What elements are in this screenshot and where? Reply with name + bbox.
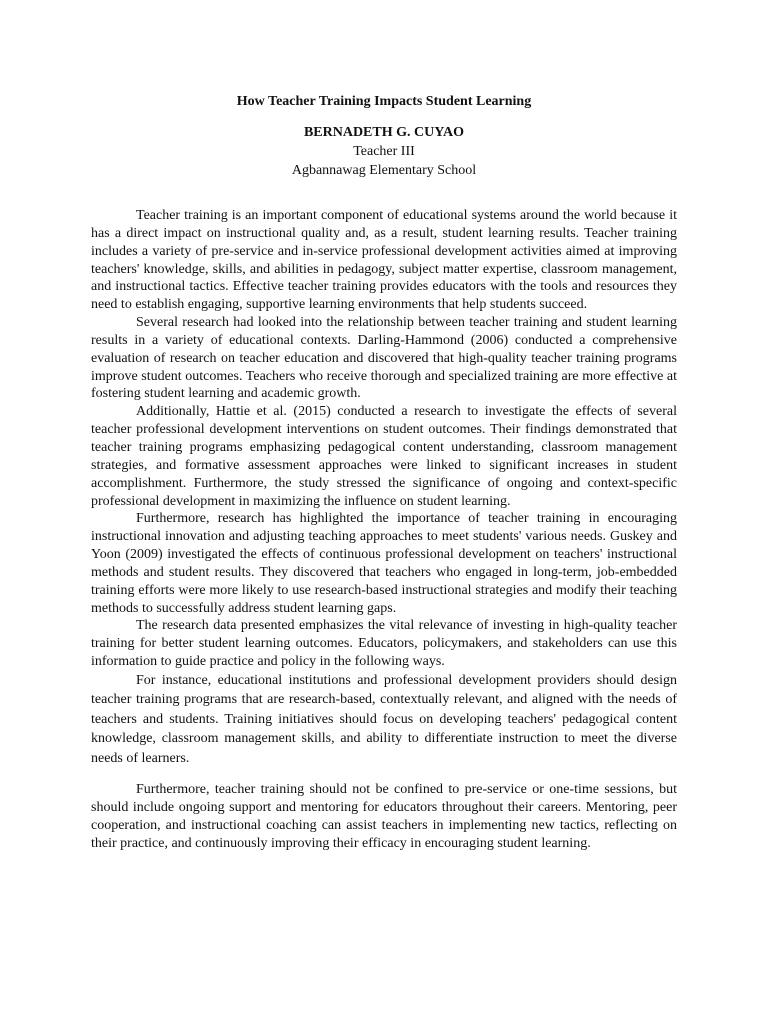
author-school: Agbannawag Elementary School bbox=[291, 163, 477, 178]
paragraph-7: Furthermore, teacher training should not be confined to pre-service or one-time sessions, but should include ongoing support and mentoring for educators throughout their careers. Mentoring, peer cooperation, and instructional coaching can assist teachers in implementing new tactics, reflecting on their practice, and continuously improving their efficacy in encouraging student learning. bbox=[91, 782, 677, 851]
document-body bbox=[91, 207, 677, 853]
paragraph-2: Several research had looked into the relationship between teacher training and student learning results in a variety of educational contexts. Darling-Hammond (2006) conducted a comprehensive evaluation of research on teacher education and discovered that high-quality teacher training programs improve student outcomes. Teachers who receive thorough and specialized training are more effective at fostering student learning and academic growth. bbox=[91, 315, 677, 402]
paragraph-6: For instance, educational institutions and professional development providers should design teacher training programs that are research-based, contextually relevant, and aligned with the needs of teachers and students. Training initiatives should focus on developing teachers' pedagogical content knowledge, classroom management skills, and ability to differentiate instruction to meet the diverse needs of learners. bbox=[91, 672, 677, 766]
document-page bbox=[91, 93, 677, 853]
document-title: How Teacher Training Impacts Student Learning bbox=[236, 94, 532, 109]
author-name: BERNADETH G. CUYAO bbox=[303, 125, 465, 140]
author-position: Teacher III bbox=[353, 144, 415, 159]
author-block bbox=[91, 123, 677, 180]
paragraph-1: Teacher training is an important component of educational systems around the world because it has a direct impact on instructional quality and, as a result, student learning results. Teacher training includes a variety of pre-service and in-service professional development activities aimed at improving teachers' knowledge, skills, and abilities in pedagogy, subject matter expertise, classroom management, and instructional tactics. Effective teacher training provides educators with the tools and resources they need to establish engaging, supportive learning environments that help students succeed. bbox=[91, 208, 677, 313]
paragraph-4: Furthermore, research has highlighted the importance of teacher training in encouraging instructional innovation and adjusting teaching approaches to meet students' various needs. Guskey and Yoon (2009) investigated the effects of continuous professional development on teachers' instructional methods and student results. They discovered that teachers who engaged in long-term, job-embedded training efforts were more likely to use research-based instructional strategies and modify their teaching methods to successfully address student learning gaps. bbox=[91, 511, 677, 616]
paragraph-5: The research data presented emphasizes the vital relevance of investing in high-quality teacher training for better student learning outcomes. Educators, policymakers, and stakeholders can use this information to guide practice and policy in the following ways. bbox=[91, 618, 677, 670]
paragraph-3: Additionally, Hattie et al. (2015) conducted a research to investigate the effects of several teacher professional development interventions on student outcomes. Their findings demonstrated that teacher training programs emphasizing pedagogical content understanding, classroom management strategies, and formative assessment approaches were linked to significant increases in student accomplishment. Furthermore, the study stressed the significance of ongoing and context-specific professional development in maximizing the influence on student learning. bbox=[91, 404, 677, 509]
